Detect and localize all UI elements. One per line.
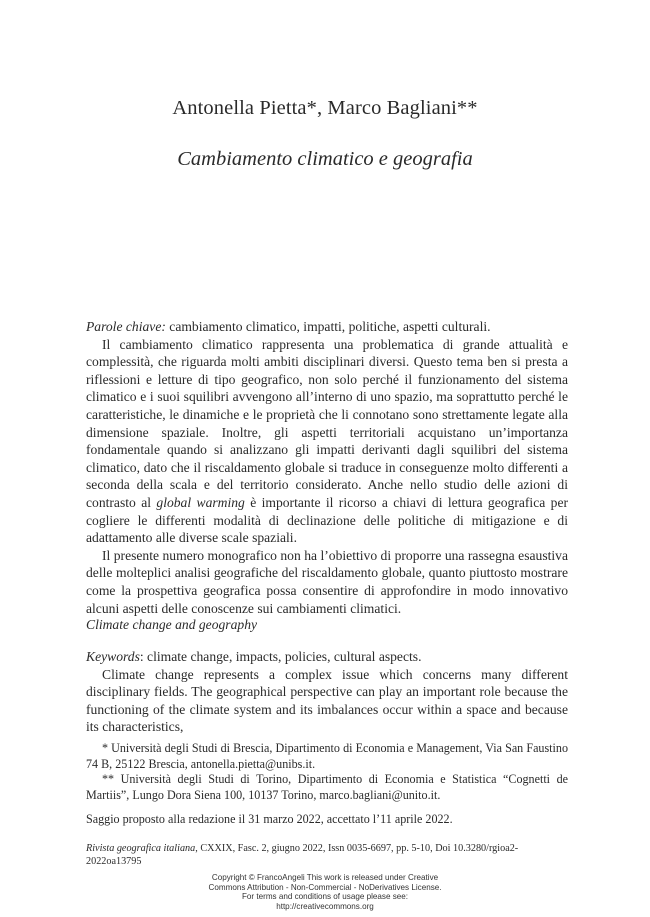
english-section	[86, 648, 568, 736]
english-keywords-text: : climate change, impacts, policies, cultural aspects.	[139, 649, 422, 664]
italian-paragraph-2: Il presente numero monografico non ha l’obiettivo di proporre una rassegna esaustiva delle molteplici analisi geografiche del riscaldamento globale, quanto piuttosto mostrare come la prospettiva geografica possa consentire di approfondire in modo innovativo alcuni aspetti delle conoscenze sui cambiamenti climatici.	[86, 547, 568, 616]
license-line-1: Copyright © FrancoAngeli This work is released under Creative	[211, 873, 439, 882]
submission-note: Saggio proposto alla redazione il 31 marzo 2022, accettato l’11 aprile 2022.	[86, 812, 453, 827]
english-keywords	[86, 648, 568, 666]
license-notice	[0, 873, 650, 911]
italian-keywords-label: Parole chiave:	[86, 319, 166, 334]
footnote-2: ** Università degli Studi di Torino, Dipartimento di Economia e Statistica “Cognetti de Martiis”, Lungo Dora Siena 100, 10137 Torino, marco.bagliani@unito.it.	[86, 772, 568, 802]
italian-keywords-text: cambiamento climatico, impatti, politiche, aspetti culturali.	[165, 319, 491, 334]
license-line-2: Commons Attribution - Non-Commercial - NoDerivatives License.	[208, 882, 442, 892]
italian-paragraph-1-a: Il cambiamento climatico rappresenta una problematica di grande attualità e complessità, che riguarda molti ambiti disciplinari diversi. Questo tema ben si presta a riflessioni e letture di tipo geografico, non solo perché il funzionamento del sistema climatico e i suoi squilibri avvengono all’interno di uno spazio, ma soprattutto perché le caratteristiche, le dinamiche e le proprietà che li connotano sono strettamente legate alla dimensione spaziale. Inoltre, gli aspetti territoriali acquistano un’importanza fondamentale quando si analizzano gli impatti derivanti dagli squilibri del sistema climatico, dato che il riscaldamento globale si traduce in conseguenze molto differenti a seconda della scala e del territorio considerato. Anche nello studio delle azioni di contrasto al	[86, 336, 568, 510]
italian-section	[86, 318, 568, 617]
english-keywords-label: Keywords	[86, 649, 140, 664]
footnotes	[86, 741, 568, 828]
journal-details: , CXXIX, Fasc. 2, giugno 2022, Issn 0035-6697, pp. 5-10, Doi 10.3280/rgioa2-2022oa13795	[86, 843, 519, 867]
footnote-1: * Università degli Studi di Brescia, Dipartimento di Economia e Management, Via San Faustino 74 B, 25122 Brescia, antonella.pietta@unibs.it.	[86, 741, 568, 771]
italian-paragraph-1-b: è importante il ricorso a chiavi di lettura geografica per cogliere le differenti modalità di declinazione delle politiche di mitigazione e di adattamento alle diverse scale spaziali.	[86, 494, 569, 546]
english-title: Climate change and geography	[86, 617, 258, 632]
journal-reference	[86, 842, 568, 868]
italian-paragraph-1	[86, 336, 568, 547]
article-title: Cambiamento climatico e geografia	[177, 148, 473, 170]
italian-paragraph-1-emphasis: global warming	[156, 494, 245, 510]
license-line-3: For terms and conditions of usage please see:	[241, 892, 409, 902]
journal-name: Rivista geografica italiana	[86, 843, 196, 854]
license-link[interactable]: http://creativecommons.org	[276, 901, 374, 911]
italian-keywords	[86, 318, 568, 336]
authors: Antonella Pietta*, Marco Bagliani**	[172, 97, 478, 119]
english-paragraph-1: Climate change represents a complex issue which concerns many different disciplinary fields. The geographical perspective can play an important role because the functioning of the climate system and its imbalances occur within a space and because its characteristics,	[86, 666, 568, 735]
